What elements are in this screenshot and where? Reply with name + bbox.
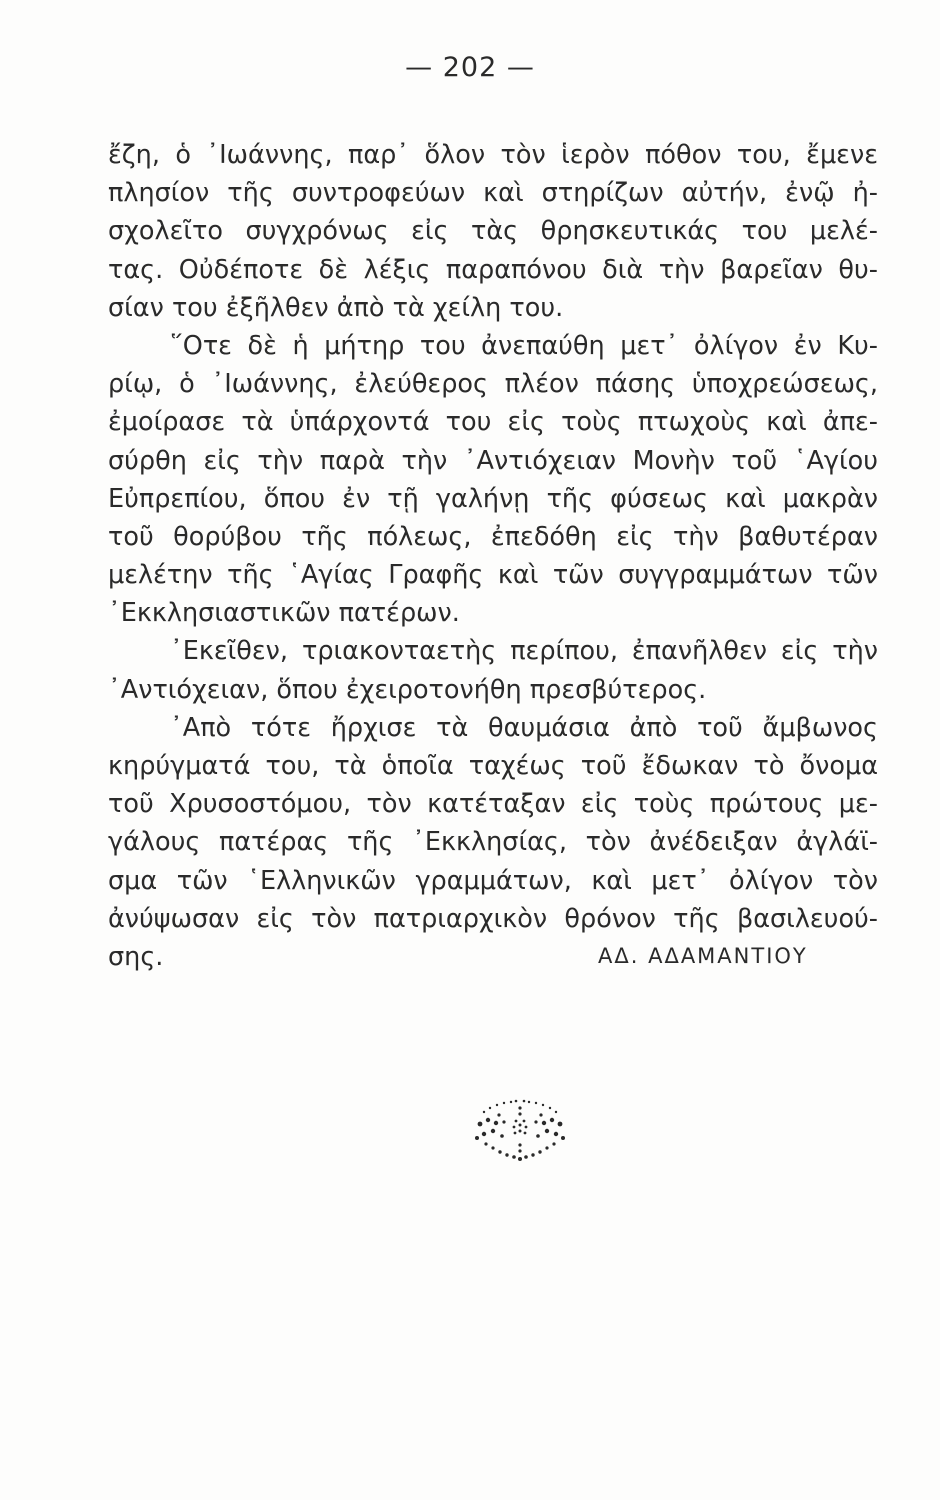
text-line: μελέτην τῆς ῾Αγίας Γραφῆς καὶ τῶν συγγραμμάτων τῶν bbox=[108, 560, 878, 591]
text-line: τοῦ Χρυσοστόμου, τὸν κατέταξαν εἰς τοὺς πρώτους με- bbox=[108, 789, 878, 820]
text-line: σύρθη εἰς τὴν παρὰ τὴν ᾿Αντιόχειαν Μονὴν τοῦ ῾Αγίου bbox=[108, 445, 878, 476]
floral-ornament-icon bbox=[466, 1096, 574, 1166]
author-signature: ΑΔ. ΑΔΑΜΑΝΤΙΟΥ bbox=[598, 944, 808, 968]
text-line: ἐμοίρασε τὰ ὑπάρχοντά του εἰς τοὺς πτωχοὺς καὶ ἀπε- bbox=[108, 407, 878, 438]
text-line: ἔζη, ὁ ᾿Ιωάννης, παρ᾿ ὅλον τὸν ἱερὸν πόθον του, ἔμενε bbox=[108, 140, 878, 170]
text-line: πλησίον τῆς συντροφεύων καὶ στηρίζων αὐτήν, ἐνῷ ἠ- bbox=[108, 178, 878, 209]
text-line: ᾿Αντιόχειαν, ὅπου ἐχειροτονήθη πρεσβύτερος. bbox=[108, 674, 707, 705]
text-line: ᾿Εκεῖθεν, τριακονταετὴς περίπου, ἐπανῆλθεν εἰς τὴν bbox=[170, 636, 878, 667]
text-line: ρίῳ, ὁ ᾿Ιωάννης, ἐλεύθερος πλέον πάσης ὑποχρεώσεως, bbox=[108, 369, 878, 400]
text-line: σμα τῶν ῾Ελληνικῶν γραμμάτων, καὶ μετ᾿ ὀλίγον τὸν bbox=[108, 865, 878, 896]
text-line: ῞Οτε δὲ ἡ μήτηρ του ἀνεπαύθη μετ᾿ ὀλίγον ἐν Κυ- bbox=[170, 330, 878, 361]
text-line: ᾿Απὸ τότε ἤρχισε τὰ θαυμάσια ἀπὸ τοῦ ἄμβωνος bbox=[170, 712, 878, 743]
text-line: κηρύγματά του, τὰ ὁποῖα ταχέως τοῦ ἔδωκαν τὸ ὄνομα bbox=[108, 751, 878, 781]
text-line: γάλους πατέρας τῆς ᾿Εκκλησίας, τὸν ἀνέδειξαν ἀγλάϊ- bbox=[108, 827, 878, 858]
text-line: τας. Οὐδέποτε δὲ λέξις παραπόνου διὰ τὴν βαρεῖαν θυ- bbox=[108, 254, 878, 285]
text-line: ἀνύψωσαν εἰς τὸν πατριαρχικὸν θρόνον τῆς βασιλευού- bbox=[108, 903, 878, 934]
text-line: σχολεῖτο συγχρόνως εἰς τὰς θρησκευτικάς του μελέ- bbox=[108, 216, 878, 247]
page-number: — 202 — bbox=[405, 52, 535, 83]
text-line: σίαν του ἐξῆλθεν ἀπὸ τὰ χείλη του. bbox=[108, 292, 564, 323]
text-line: ᾿Εκκλησιαστικῶν πατέρων. bbox=[108, 598, 460, 629]
text-line: τοῦ θορύβου τῆς πόλεως, ἐπεδόθη εἰς τὴν βαθυτέραν bbox=[108, 521, 878, 552]
text-line: σης. bbox=[108, 941, 164, 972]
text-line: Εὐπρεπίου, ὅπου ἐν τῇ γαλήνῃ τῆς φύσεως καὶ μακρὰν bbox=[108, 483, 878, 514]
body-text bbox=[108, 136, 878, 976]
